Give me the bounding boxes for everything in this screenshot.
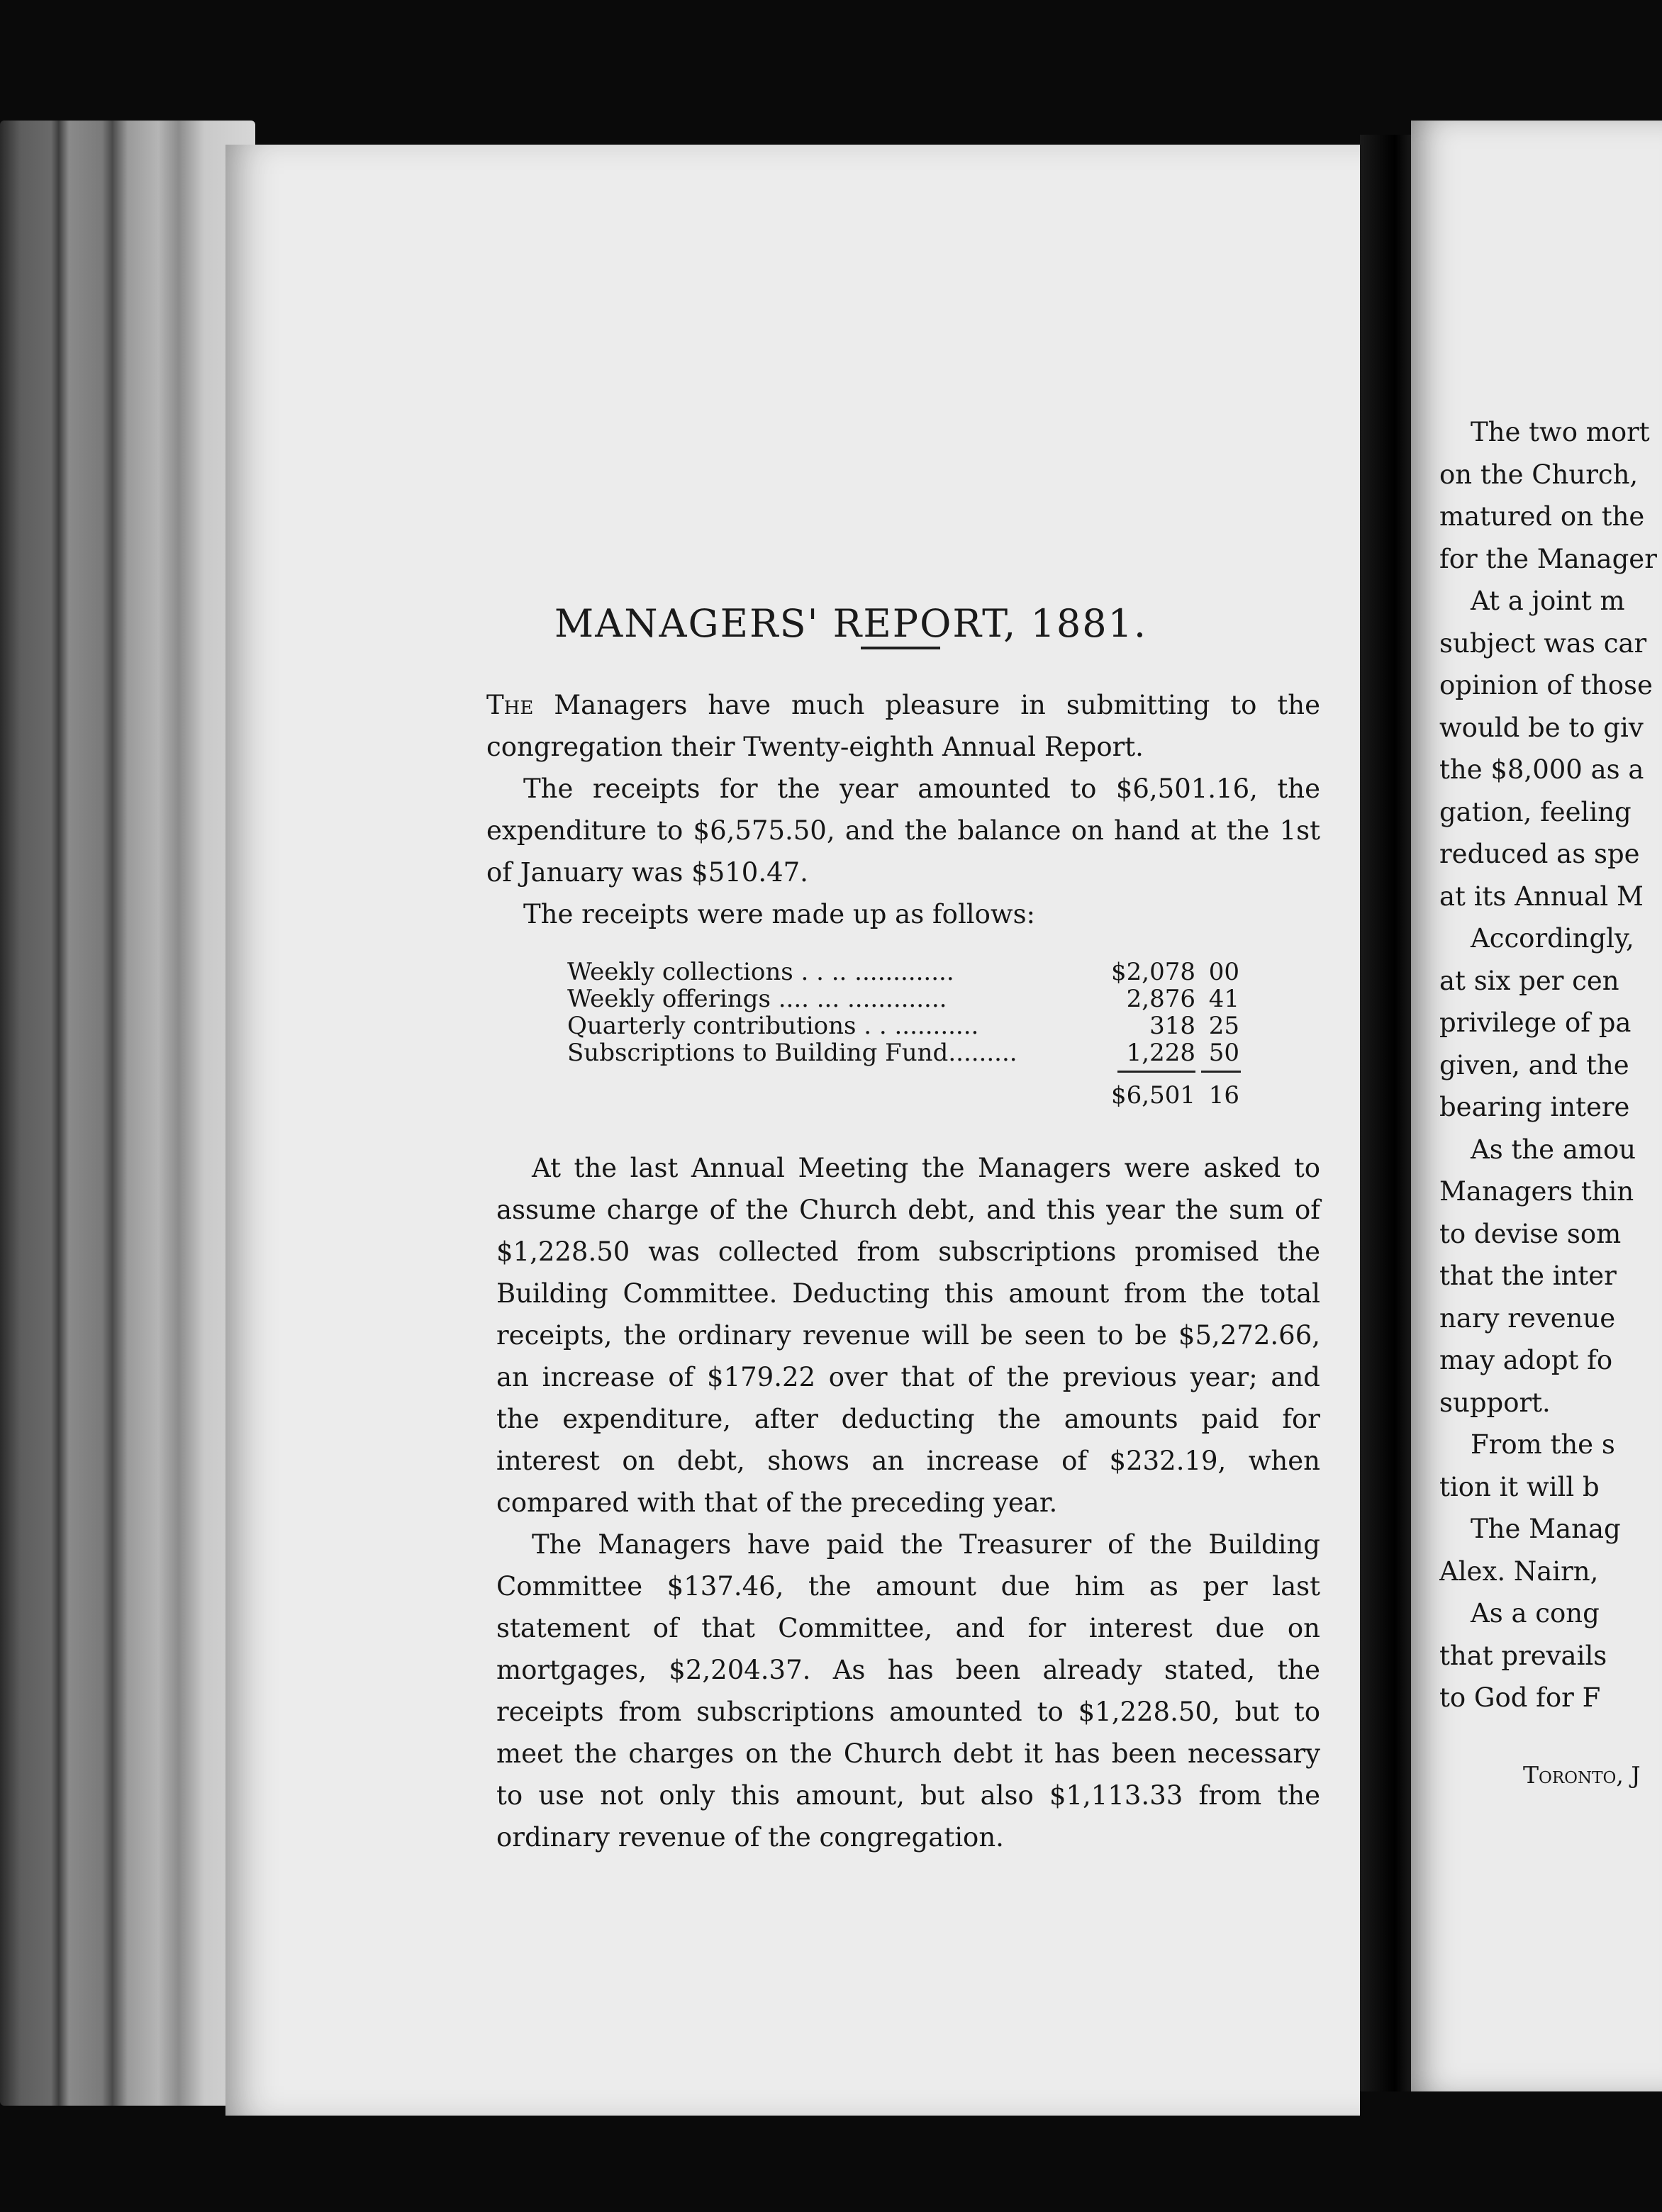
right-line: the $8,000 as a bbox=[1439, 754, 1644, 785]
ledger-total-row bbox=[567, 1082, 1248, 1109]
right-line: nary revenue bbox=[1439, 1302, 1616, 1334]
right-line: The two mort bbox=[1471, 417, 1650, 447]
ledger-row bbox=[567, 985, 1248, 1012]
right-line: Alex. Nairn, bbox=[1439, 1555, 1599, 1587]
body-paragraph-4: At the last Annual Meeting the Managers were asked to assume charge of the Church debt, and this year the sum of $1,228.50 was collected from subscriptions promised the Building Committee. Deducting this amount from the total receipts, the ordinary revenue will be seen to be $5,272.66, an increase of $179.22 over that of the previous year; and the expenditure, after deducting the amounts paid for interest on debt, shows an increase of $232.19, when compared with that of the preceding year. bbox=[496, 1153, 1320, 1518]
ledger-label: Quarterly contributions . . ........... bbox=[567, 1012, 979, 1039]
right-page-text bbox=[1439, 411, 1662, 1719]
right-line: reduced as spe bbox=[1439, 839, 1640, 869]
ledger-total-dollars: $6,501 bbox=[1111, 1081, 1195, 1110]
right-line: to God for F bbox=[1439, 1682, 1601, 1713]
right-line: given, and the bbox=[1439, 1049, 1629, 1080]
right-line: that prevails bbox=[1439, 1640, 1607, 1671]
ledger-cents: 41 bbox=[1208, 985, 1239, 1013]
right-line: bearing intere bbox=[1439, 1092, 1630, 1122]
ledger-dollars: $2,078 bbox=[1111, 958, 1195, 986]
ledger-dollars: 318 bbox=[1149, 1012, 1195, 1040]
right-line: At a joint m bbox=[1471, 586, 1625, 616]
right-line: tion it will b bbox=[1439, 1471, 1600, 1502]
right-line: subject was car bbox=[1439, 627, 1647, 659]
ledger-cents: 00 bbox=[1208, 958, 1239, 986]
right-line: matured on the bbox=[1439, 501, 1645, 532]
right-line: support. bbox=[1439, 1387, 1551, 1418]
ledger-row bbox=[567, 1012, 1248, 1039]
ledger-label: Weekly collections . . .. ............. bbox=[567, 959, 954, 985]
ledger-dollars: 1,228 bbox=[1126, 1039, 1195, 1067]
ledger-total-rule bbox=[567, 1071, 1248, 1075]
ledger-row bbox=[567, 1039, 1248, 1066]
title-rule bbox=[861, 647, 940, 649]
right-line: that the inter bbox=[1439, 1261, 1617, 1291]
right-line: From the s bbox=[1471, 1429, 1615, 1460]
intro-paragraph-3: The receipts were made up as follows: bbox=[523, 899, 1036, 929]
right-line: on the Church, bbox=[1439, 459, 1639, 490]
right-line: Accordingly, bbox=[1471, 923, 1634, 954]
right-line: As a cong bbox=[1471, 1598, 1600, 1629]
right-line: opinion of those bbox=[1439, 670, 1653, 700]
ledger-label: Weekly offerings .... ... ............. bbox=[567, 985, 947, 1012]
right-line: As the amou bbox=[1471, 1134, 1636, 1165]
right-line: to devise som bbox=[1439, 1218, 1622, 1249]
intro-paragraph-1 bbox=[486, 684, 1320, 768]
ledger-total-cents: 16 bbox=[1208, 1081, 1239, 1110]
ledger-cents: 25 bbox=[1208, 1012, 1239, 1040]
right-page-signature: Toronto, J bbox=[1523, 1761, 1641, 1789]
body-paragraph-5: The Managers have paid the Treasurer of the Building Committee $137.46, the amount due him as per last statement of that Committee, and for interest due on mortgages, $2,204.37. As has been already stated, the receipts from subscriptions amounted to $1,228.50, but to meet the charges on the Church debt it has been necessary to use not only this amount, but also $1,113.33 from the ordinary revenue of the congregation. bbox=[496, 1529, 1320, 1853]
ledger-cents: 50 bbox=[1208, 1039, 1239, 1067]
right-line: Managers thin bbox=[1439, 1176, 1634, 1207]
ledger-dollars: 2,876 bbox=[1126, 985, 1195, 1013]
book-page-edges bbox=[0, 121, 255, 2106]
right-line: at its Annual M bbox=[1439, 881, 1644, 912]
receipts-ledger bbox=[567, 959, 1248, 1109]
right-line: at six per cen bbox=[1439, 965, 1619, 996]
intro-text bbox=[486, 684, 1320, 935]
intro-paragraph-2: The receipts for the year amounted to $6,501.16, the expenditure to $6,575.50, and the balance on hand at the 1st of January was $510.47. bbox=[486, 773, 1320, 888]
right-line: gation, feeling bbox=[1439, 796, 1632, 827]
right-line: for the Manager bbox=[1439, 543, 1657, 574]
lead-word: The bbox=[486, 690, 534, 720]
ledger-label: Subscriptions to Building Fund......... bbox=[567, 1039, 1017, 1066]
ledger-row bbox=[567, 959, 1248, 985]
page-title: MANAGERS' REPORT, 1881. bbox=[554, 601, 1148, 646]
right-line: may adopt fo bbox=[1439, 1345, 1613, 1375]
right-line: would be to giv bbox=[1439, 712, 1644, 743]
right-line: The Manag bbox=[1471, 1514, 1621, 1544]
right-line: privilege of pa bbox=[1439, 1007, 1632, 1038]
intro-p1-text: Managers have much pleasure in submitting to the congregation their Twenty-eighth Annual Report. bbox=[486, 690, 1320, 762]
report-body bbox=[496, 1147, 1320, 1858]
book-gutter bbox=[1360, 135, 1418, 2091]
